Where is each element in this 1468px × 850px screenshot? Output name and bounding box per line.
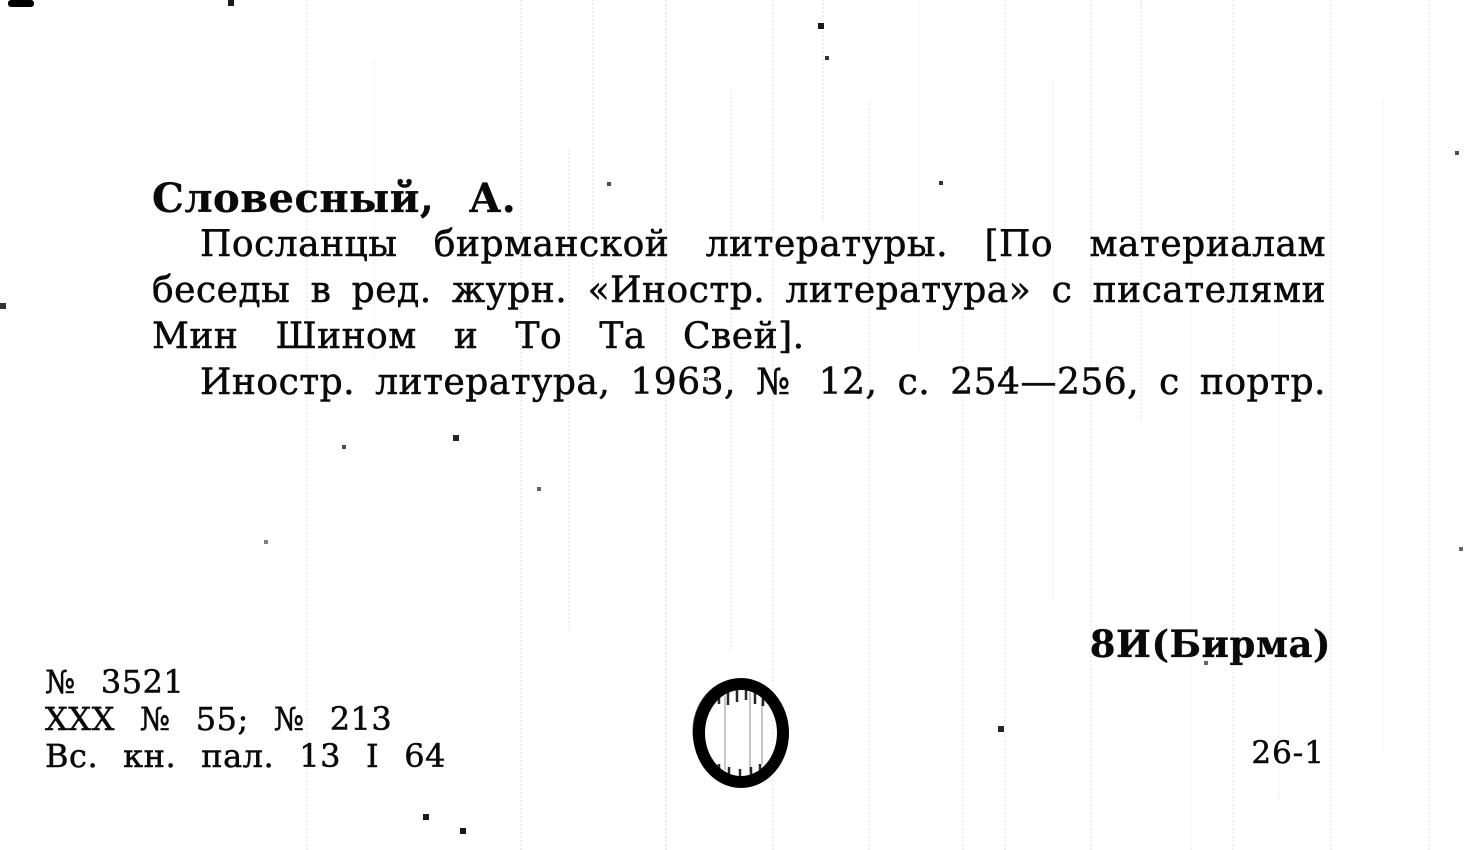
scan-artifact-line: [665, 0, 667, 850]
catalog-entry: [152, 176, 1326, 406]
scan-artifact-line: [1382, 100, 1384, 750]
scan-artifact-line: [520, 0, 522, 850]
scan-artifact-line: [1428, 0, 1430, 850]
title-line-1: Посланцы бирманской литературы. [По материалам: [200, 224, 1326, 265]
scan-speckles: [0, 0, 2, 2]
source-citation-line: Иностр. литература, 1963, № 12, с. 254—256, с портр.: [200, 362, 1326, 403]
hole-punch-mark: [687, 672, 797, 794]
title-line-3: Мин Шином и То Та Свей].: [152, 316, 805, 357]
registry-block: [45, 664, 446, 775]
card-series-code: 26-1: [1251, 735, 1325, 771]
author-heading: Словесный, А.: [152, 175, 517, 222]
scan-artifact-line: [1090, 0, 1092, 850]
classification-code: 8И(Бирма): [1089, 622, 1331, 666]
series-numbers: XXX № 55; № 213: [45, 700, 393, 738]
record-number: № 3521: [45, 663, 185, 701]
title-line-2: беседы в ред. журн. «Иностр. литература» с писателями: [152, 270, 1326, 311]
scan-artifact-line: [1330, 0, 1332, 850]
book-chamber-date: Вс. кн. пал. 13 I 64: [45, 737, 446, 775]
scan-artifact-line: [1232, 0, 1234, 850]
scan-edge-smudge: [8, 0, 34, 7]
scan-artifact-line: [1004, 0, 1006, 850]
